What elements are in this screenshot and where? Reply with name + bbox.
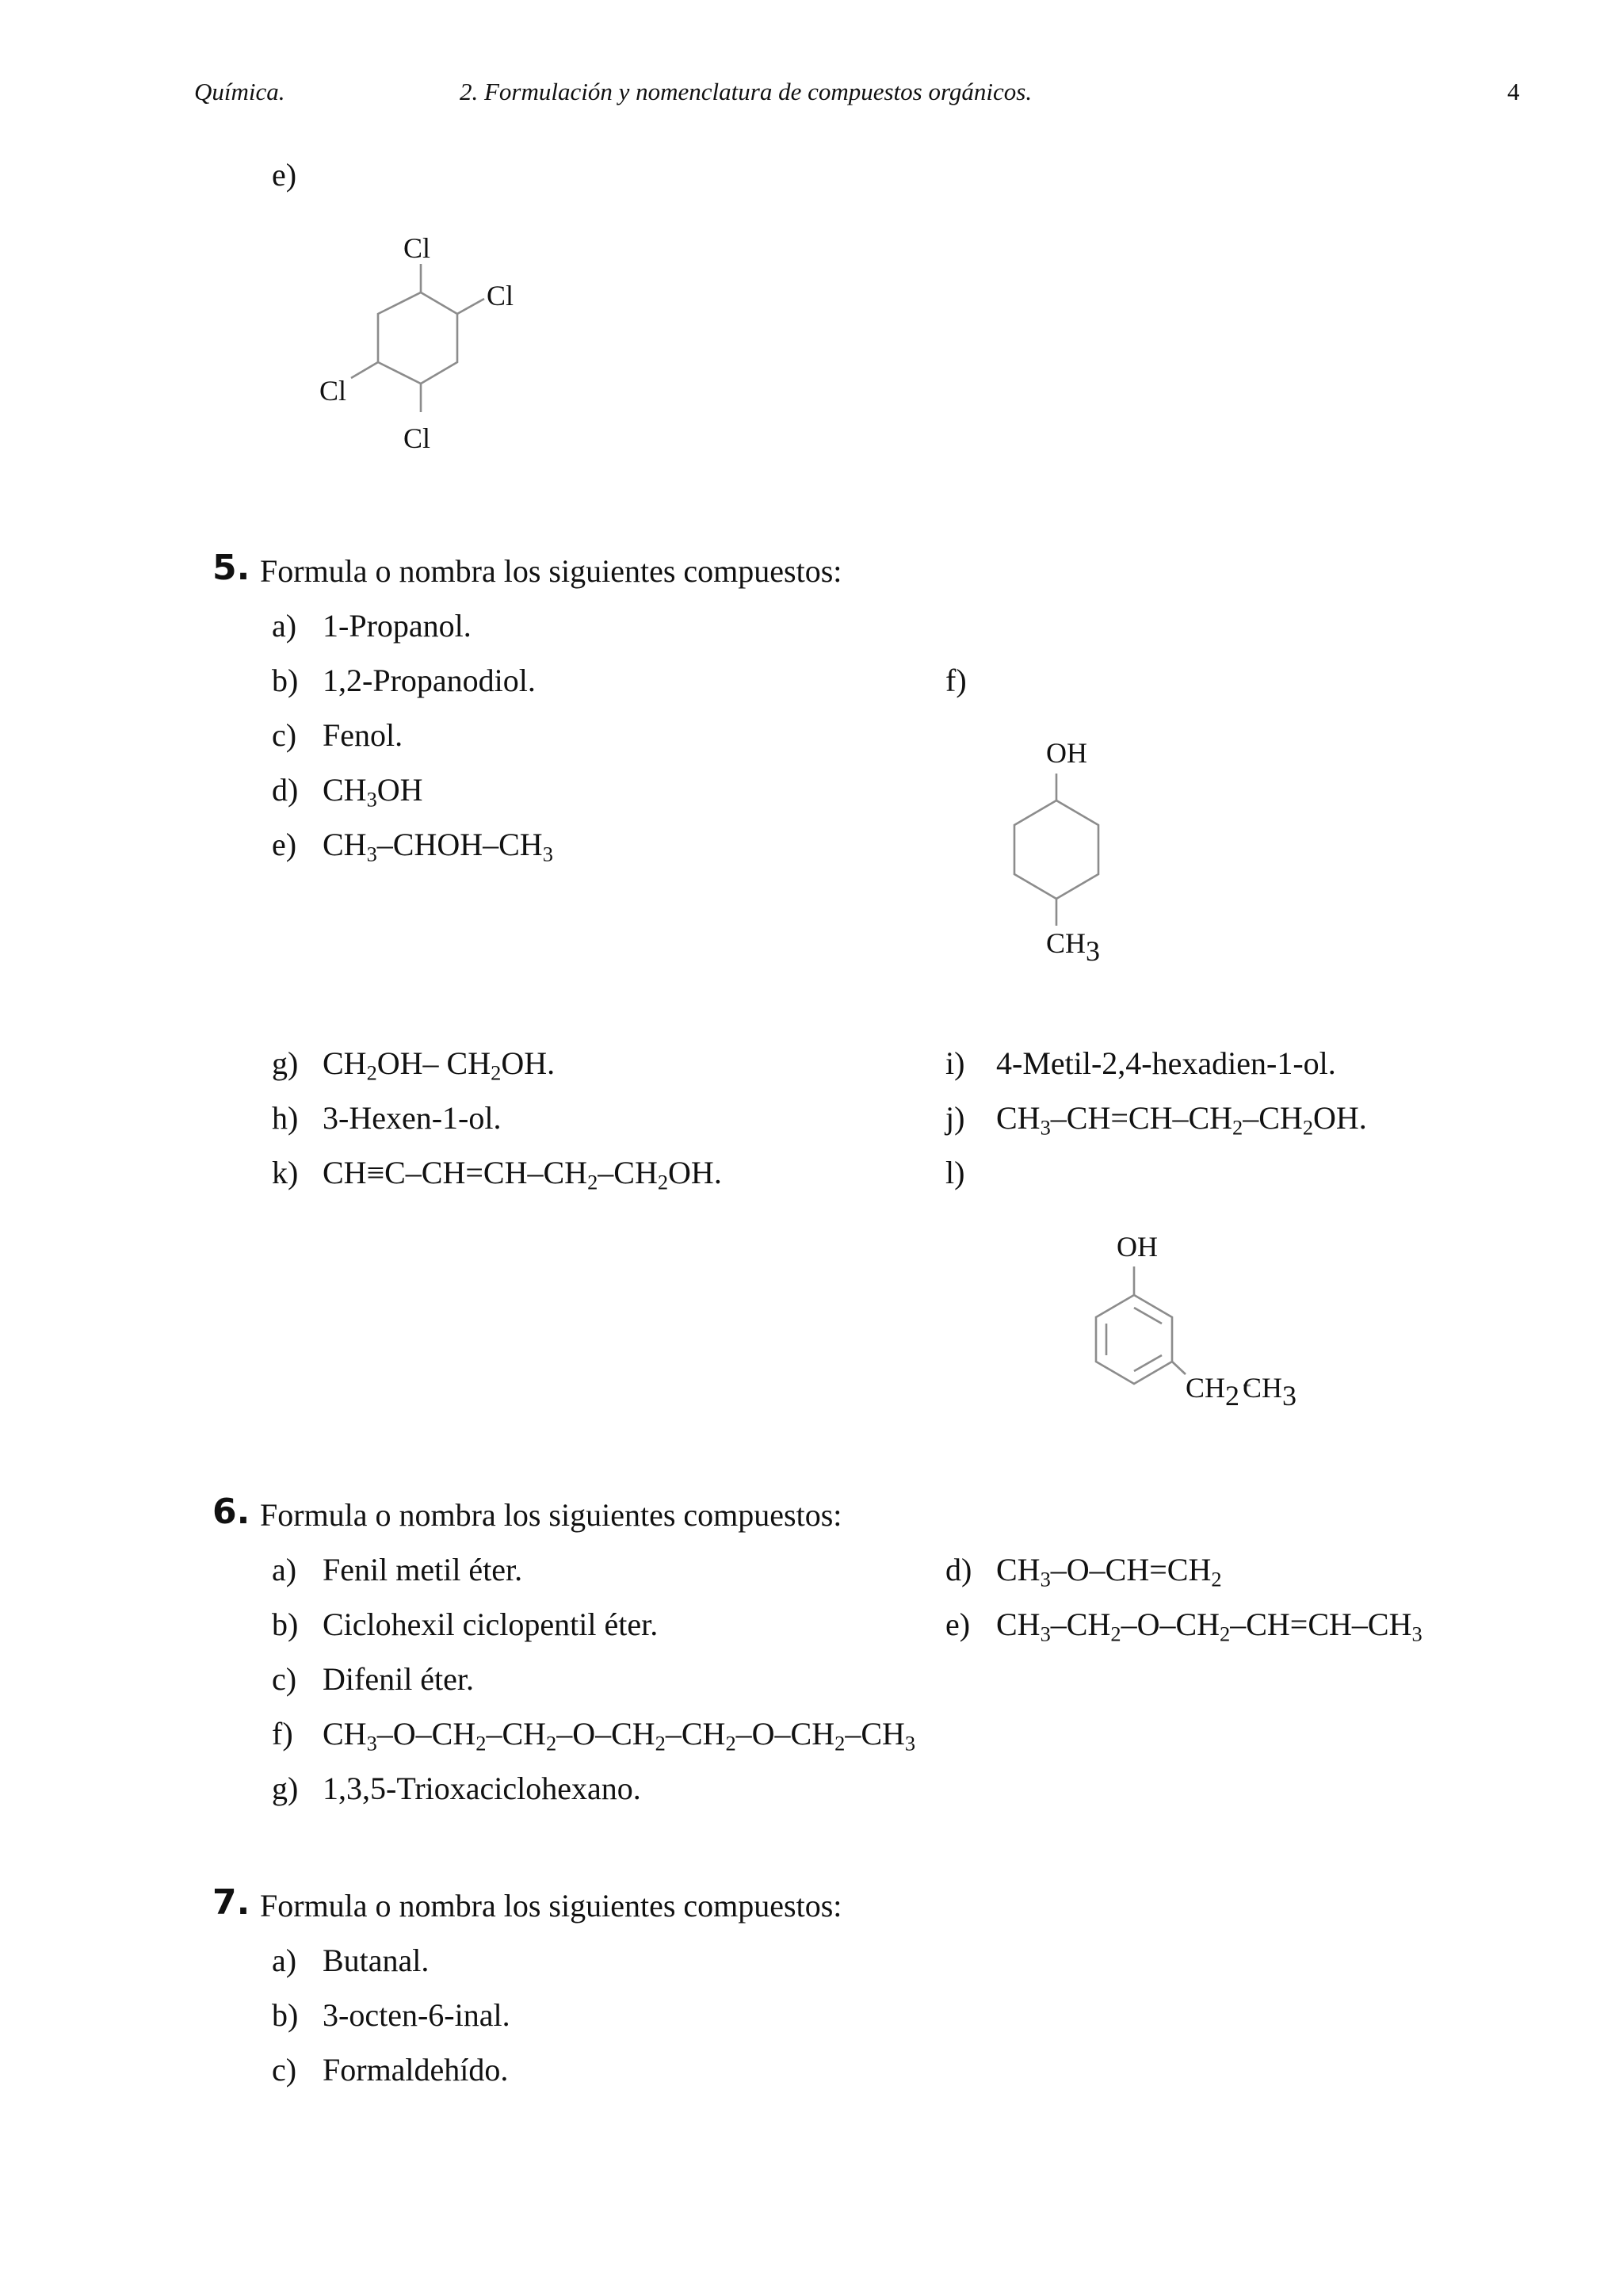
page-number: 4	[1507, 78, 1520, 105]
q5-title: Formula o nombra los siguientes compuestos:	[260, 553, 842, 589]
header-subject: Química.	[194, 78, 285, 105]
q6-b-text: Ciclohexil ciclopentil éter.	[323, 1606, 659, 1642]
q6-e-formula: $CH_3-CH_2-O-CH_2-CH=CH-CH_3$	[996, 1606, 1423, 1646]
cl-left-label: Cl	[319, 375, 347, 407]
q5-g-formula: $CH_2OH-$ $CH_2OH$.	[323, 1045, 556, 1085]
q4-item-e-label: e)	[272, 157, 297, 193]
q6-d-label: d)	[945, 1552, 972, 1587]
ch3-label: CH3	[1046, 927, 1101, 967]
q5-k-label: k)	[272, 1155, 299, 1190]
phenol-oh-label: OH	[1117, 1231, 1158, 1263]
q6-d-formula: $CH_3-O-CH=CH_2$	[996, 1552, 1222, 1591]
cl-top-label: Cl	[403, 232, 431, 264]
q6-f-label: f)	[272, 1716, 293, 1752]
q7-a-text: Butanal.	[323, 1943, 430, 1978]
q5-i-label: i)	[945, 1045, 965, 1081]
q5-b-text: 1,2-Propanodiol.	[323, 663, 536, 698]
cl-bottom-label: Cl	[403, 422, 431, 454]
q5-a-text: 1-Propanol.	[323, 608, 472, 644]
oh-label: OH	[1046, 737, 1087, 769]
q6-c-label: c)	[272, 1661, 297, 1697]
q5-l-label: l)	[945, 1155, 965, 1190]
q7-c-label: c)	[272, 2052, 297, 2088]
q5-g-label: g)	[272, 1045, 299, 1081]
q6-c-text: Difenil éter.	[323, 1661, 475, 1697]
q5-j-formula: $CH_3-CH=CH-CH_2-CH_2OH$.	[996, 1100, 1367, 1140]
q7-title: Formula o nombra los siguientes compuestos:	[260, 1888, 842, 1924]
q6-title: Formula o nombra los siguientes compuestos:	[260, 1497, 842, 1533]
q5-f-label: f)	[945, 663, 967, 698]
q5-i-text: 4-Metil-2,4-hexadien-1-ol.	[996, 1045, 1336, 1081]
q6-a-text: Fenil metil éter.	[323, 1552, 523, 1587]
q5-a-label: a)	[272, 608, 297, 644]
q5-h-label: h)	[272, 1100, 299, 1136]
q5-e-formula: $CH_3-CHOH-CH_3$	[323, 827, 553, 866]
q7-number: 7.	[212, 1882, 250, 1923]
q5-j-label: j)	[945, 1100, 965, 1136]
q5-b-label: b)	[272, 663, 299, 698]
ethyl-label: CH2 CH3	[1186, 1372, 1297, 1412]
q6-a-label: a)	[272, 1552, 297, 1587]
header-chapter: 2. Formulación y nomenclatura de compuestos orgánicos.	[460, 78, 1033, 105]
q7-c-text: Formaldehído.	[323, 2052, 509, 2088]
q5-c-label: c)	[272, 717, 297, 753]
q7-a-label: a)	[272, 1943, 297, 1978]
q5-e-label: e)	[272, 827, 297, 862]
q5-c-text: Fenol.	[323, 717, 403, 753]
q6-g-text: 1,3,5-Trioxaciclohexano.	[323, 1771, 641, 1806]
q6-g-label: g)	[272, 1771, 299, 1806]
q6-f-formula: $CH_3-O-CH_2-CH_2-O-CH_2-CH_2-O-CH_2-CH_3$	[323, 1716, 916, 1755]
q7-b-text: 3-octen-6-inal.	[323, 1997, 510, 2033]
q5-number: 5.	[212, 548, 250, 588]
q6-number: 6.	[212, 1492, 250, 1532]
q5-k-formula: $CH\equiv C-CH=CH-CH_2-CH_2OH$.	[323, 1155, 722, 1194]
cl-right-label: Cl	[487, 280, 514, 311]
q6-e-label: e)	[945, 1606, 971, 1642]
q5-d-label: d)	[272, 772, 299, 808]
q5-d-formula: $CH_3OH$	[323, 772, 423, 812]
q6-b-label: b)	[272, 1606, 299, 1642]
q7-b-label: b)	[272, 1997, 299, 2033]
q5-h-text: 3-Hexen-1-ol.	[323, 1100, 502, 1136]
